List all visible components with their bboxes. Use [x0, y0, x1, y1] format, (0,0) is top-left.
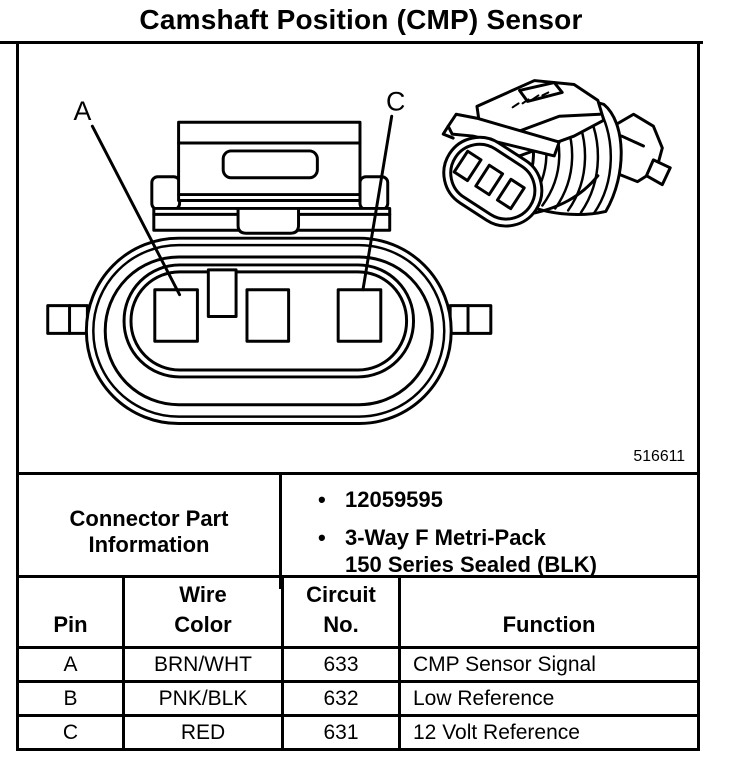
pin-c-terminal	[338, 290, 381, 342]
part-info-heading-line1: Connector Part	[69, 506, 229, 531]
connector-type-line1: 3-Way F Metri-Pack	[345, 525, 546, 550]
pin-callout-c: C	[386, 86, 406, 117]
header-pin: Pin	[53, 612, 88, 637]
bullet-icon: •	[318, 487, 326, 512]
pin-callout-a: A	[73, 96, 92, 127]
latch-center-tab	[238, 208, 298, 233]
latch-wing-left	[152, 177, 180, 210]
row-c-wire-color: RED	[122, 714, 281, 748]
part-info-heading-line2: Information	[88, 532, 210, 557]
header-function: Function	[398, 578, 697, 646]
row-b-function: Low Reference	[398, 680, 697, 714]
pin-a-terminal	[155, 290, 198, 342]
header-circuit-no: Circuit No.	[281, 578, 398, 646]
latch-wing-right	[360, 177, 388, 210]
connector-part-info-row	[19, 475, 697, 575]
pin-b-terminal	[247, 290, 289, 342]
latch-window	[223, 151, 317, 178]
side-tab-right	[450, 306, 491, 334]
row-c-pin: C	[19, 714, 122, 748]
connector-type-line2: 150 Series Sealed (BLK)	[345, 552, 597, 577]
row-b-circuit-no: 632	[281, 680, 398, 714]
index-notch	[208, 270, 236, 317]
part-number: 12059595	[345, 487, 443, 512]
row-a-circuit-no: 633	[281, 646, 398, 680]
figure-number: 516611	[633, 448, 686, 466]
row-b-wire-color: PNK/BLK	[122, 680, 281, 714]
part-info-heading	[19, 475, 279, 589]
part-info-details	[279, 475, 697, 589]
row-c-function: 12 Volt Reference	[398, 714, 697, 748]
bullet-icon: •	[318, 525, 326, 550]
connector-figure-box	[16, 41, 700, 475]
row-a-function: CMP Sensor Signal	[398, 646, 697, 680]
row-b-pin: B	[19, 680, 122, 714]
page-title: Camshaft Position (CMP) Sensor	[139, 4, 583, 35]
row-c-circuit-no: 631	[281, 714, 398, 748]
row-a-wire-color: BRN/WHT	[122, 646, 281, 680]
pin-function-table	[19, 575, 697, 748]
connector-perspective-view	[430, 81, 670, 240]
row-a-pin: A	[19, 646, 122, 680]
header-wire-color: Wire Color	[122, 578, 281, 646]
part-number-item	[318, 486, 691, 513]
connector-type-item	[318, 524, 691, 578]
side-tab-left	[48, 306, 88, 334]
connector-table	[16, 472, 700, 751]
connector-diagram	[19, 44, 697, 472]
